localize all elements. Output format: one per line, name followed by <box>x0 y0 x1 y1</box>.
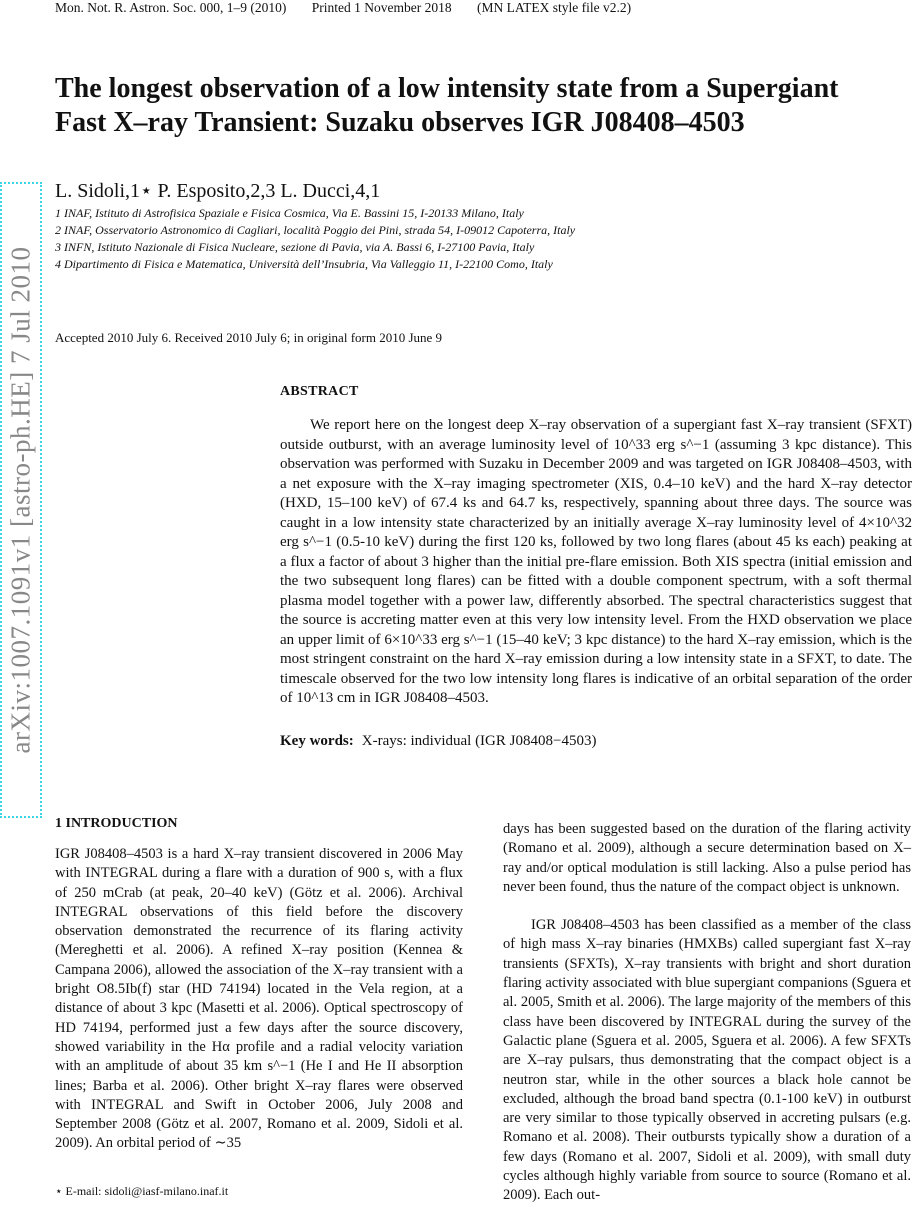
footnote-email[interactable]: ⋆ E-mail: sidoli@iasf-milano.inaf.it <box>55 1184 229 1198</box>
journal-ref: Mon. Not. R. Astron. Soc. 000, 1–9 (2010) <box>55 0 287 15</box>
intro-paragraph: IGR J08408–4503 has been classified as a member of the class of high mass X–ray binaries (HMXBs) called supergiant fast X–ray transients (SFXTs), X–ray transients with bright and short duration flaring activity associated with blue supergiant companions (Sguera et al. 2005, Smith et al. 2006). The large majority of the members of this class have been discovered by INTEGRAL during the survey of the Galactic plane (Sguera et al. 2005, Sguera et al. 2006). A few SFXTs are X–ray pulsars, thus demonstrating that the compact object is a neutron star, while in the other sources a black hole cannot be excluded, although the broad band spectra (0.1-100 keV) in outburst are very similar to those typically observed in accreting pulsars (e.g. Romano et al. 2008). Their outbursts typically show a duration of a few days (Romano et al. 2007, Sidoli et al. 2009), with small duty cycles although highly variable from source to source (Romano et al. 2009). Each out- <box>503 917 911 1204</box>
paper-title: The longest observation of a low intensity state from a Supergiant Fast X–ray Transient: Suzaku observes IGR J08408–4503 <box>55 73 839 138</box>
arxiv-id[interactable]: arXiv:1007.1091v1 [astro-ph.HE] 7 Jul 2010 <box>5 246 36 754</box>
running-header <box>55 0 653 16</box>
keywords-label: Key words: <box>280 733 354 749</box>
affiliation-1: 1 INAF, Istituto di Astrofisica Spaziale e Fisica Cosmica, Via E. Bassini 15, I-20133 Milano, Italy <box>55 206 524 220</box>
affiliation-4: 4 Dipartimento di Fisica e Matematica, Università dell’Insubria, Via Valleggio 11, I-22100 Como, Italy <box>55 257 553 271</box>
keywords <box>280 733 596 750</box>
accepted-dates: Accepted 2010 July 6. Received 2010 July 6; in original form 2010 June 9 <box>55 330 443 345</box>
abstract-text: We report here on the longest deep X–ray observation of a supergiant fast X–ray transient (SFXT) outside outburst, with an average luminosity level of 10^33 erg s^−1 (assuming 3 kpc distance). This observation was performed with Suzaku in December 2009 and was targeted on IGR J08408–4503, with a net exposure with the X–ray imaging spectrometer (XIS, 0.4–10 keV) and the hard X–ray detector (HXD, 15–100 keV) of 67.4 ks and 64.7 ks, respectively, spanning about three days. The source was caught in a low intensity state characterized by an initially average X–ray luminosity level of 4×10^32 erg s^−1 (0.5-10 keV) during the first 120 ks, followed by two long flares (about 45 ks each) peaking at a flux a factor of about 3 higher than the initial pre-flare emission. Both XIS spectra (initial emission and the two subsequent long flares) can be fitted with a double component spectrum, with a soft thermal plasma model together with a power law, differently absorbed. The spectral characteristics suggest that the source is accreting matter even at this very low intensity level. From the HXD observation we place an upper limit of 6×10^33 erg s^−1 (15–40 keV; 3 kpc distance) to the hard X–ray emission, which is the most stringent constraint on the hard X–ray emission during a low intensity state in a SFXT, to date. The timescale observed for the two low intensity long flares is indicative of an orbital separation of the order of 10^13 cm in IGR J08408–4503. <box>280 417 912 706</box>
intro-paragraph: days has been suggested based on the duration of the flaring activity (Romano et al. 2009), although a secure determination based on X–ray and/or optical modulation is still lacking. Also a pulse period has never been found, thus the nature of the compact object is unknown. <box>503 821 911 895</box>
intro-column-left: IGR J08408–4503 is a hard X–ray transient discovered in 2006 May with INTEGRAL during a flare with a duration of 900 s, with a flux of 250 mCrab (at peak, 20–40 keV) (Götz et al. 2006). Archival INTEGRAL observations of this field before the discovery observation demonstrated the recurrence of its flaring activity (Mereghetti et al. 2006). A refined X–ray position (Kennea & Campana 2006), allowed the association of the X–ray transient with a bright O8.5Ib(f) star (HD 74194) located in the Vela region, at a distance of about 3 kpc (Masetti et al. 2006). Optical spectroscopy of HD 74194, performed just a few days after the source discovery, showed variability in the Hα profile and a radial velocity variation with an amplitude of about 35 km s^−1 (He I and He II absorption lines; Barba et al. 2006). Other bright X–ray flares were observed with INTEGRAL and Swift in October 2006, July 2008 and September 2008 (Götz et al. 2007, Romano et al. 2009, Sidoli et al. 2009). An orbital period of ∼35 <box>55 846 463 1152</box>
author-list: L. Sidoli,1⋆ P. Esposito,2,3 L. Ducci,4,1 <box>55 180 381 202</box>
keywords-text: X-rays: individual (IGR J08408−4503) <box>361 733 597 749</box>
affiliation-3: 3 INFN, Istituto Nazionale di Fisica Nucleare, sezione di Pavia, via A. Bassi 6, I-27100 Pavia, Italy <box>55 240 535 254</box>
arxiv-sidebar[interactable] <box>0 182 42 818</box>
printed-date: Printed 1 November 2018 <box>311 0 452 15</box>
intro-column-right <box>503 820 911 1206</box>
abstract-heading: ABSTRACT <box>280 384 359 399</box>
affiliation-2: 2 INAF, Osservatorio Astronomico di Cagliari, località Poggio dei Pini, strada 54, I-09012 Capoterra, Italy <box>55 223 576 237</box>
style-file: (MN LATEX style file v2.2) <box>477 0 632 15</box>
section-heading-introduction: 1 INTRODUCTION <box>55 816 178 831</box>
